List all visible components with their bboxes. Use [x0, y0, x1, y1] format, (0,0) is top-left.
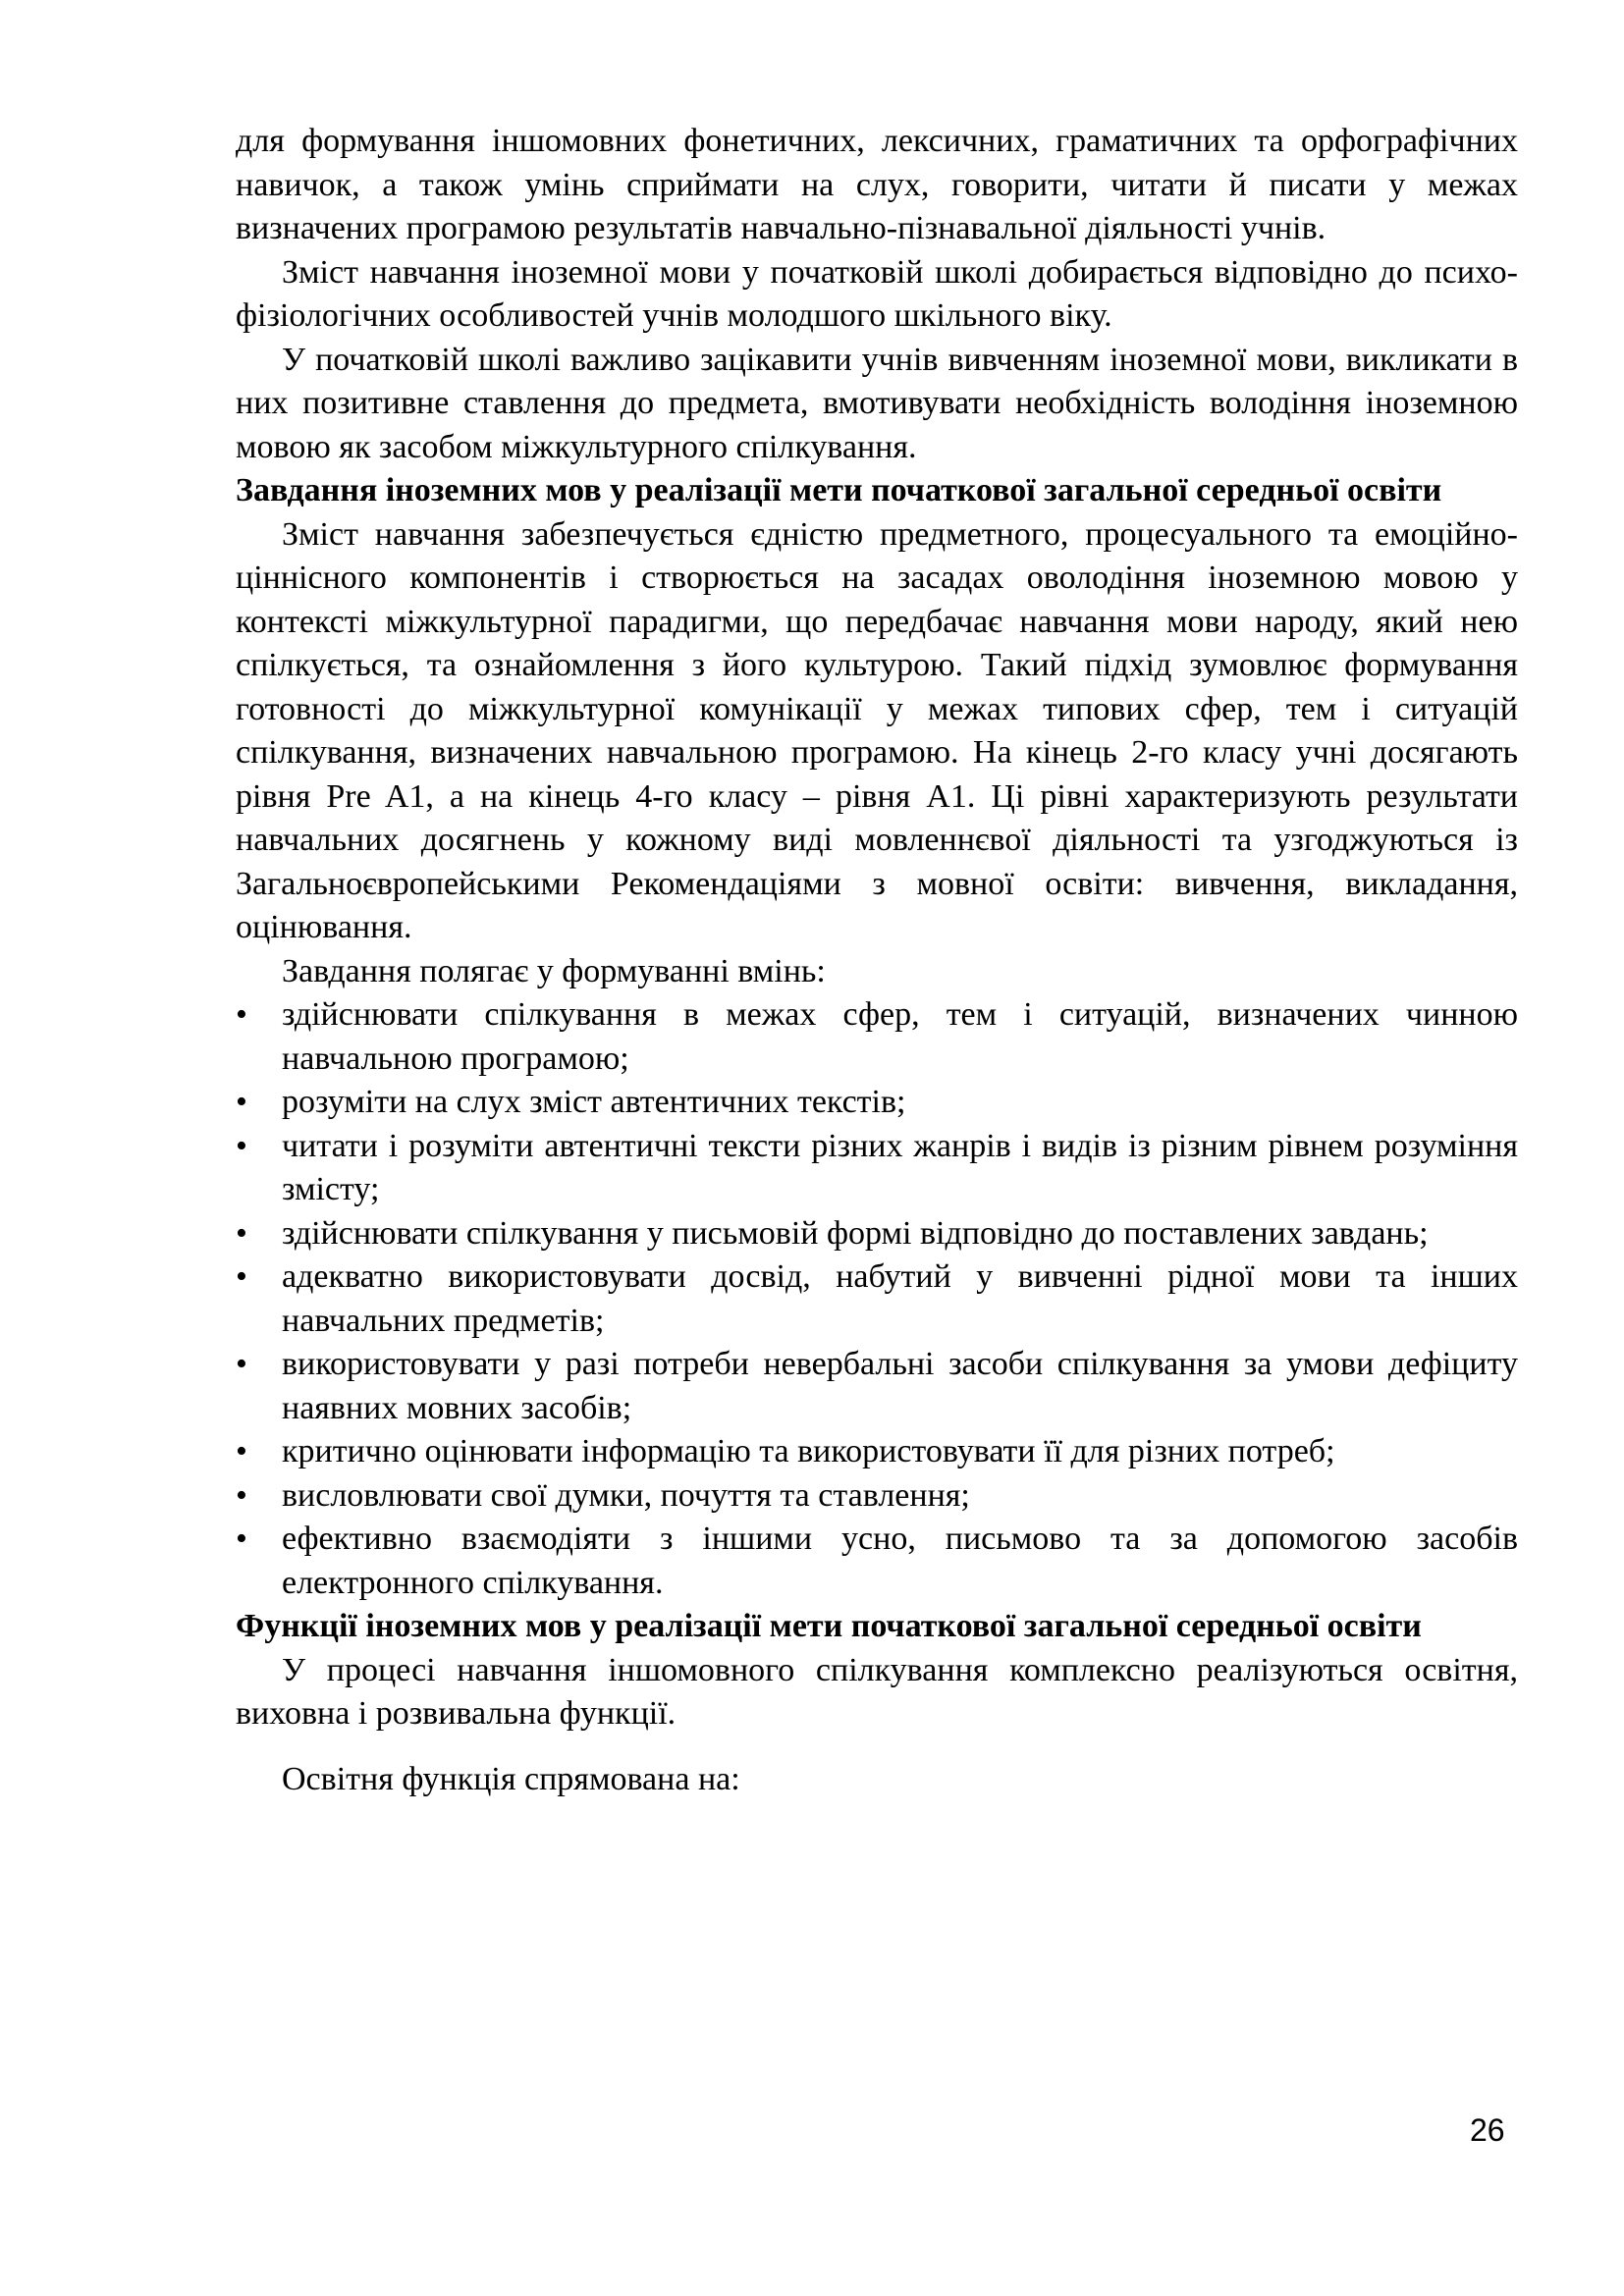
intro-paragraph-motivation: У початковій школі важливо зацікавити учнів вивченням іноземної мови, викликати в них позитивне ставлення до предмета, вмотивувати необхідність володіння іноземною мовою як засобом міжкультурного спілкування.	[236, 341, 1518, 465]
list-item	[236, 1343, 1518, 1430]
list-item	[236, 1474, 1518, 1519]
intro-paragraph-content-selection: Зміст навчання іноземної мови у початковій школі добирається відповідно до психо-фізіологічних особливостей учнів молодшого шкільного віку.	[236, 253, 1518, 334]
list-item	[236, 1212, 1518, 1256]
skills-bullet-list	[236, 993, 1518, 1605]
list-item-text: критично оцінювати інформацію та використовувати її для різних потреб;	[282, 1433, 1335, 1469]
list-item-text: розуміти на слух зміст автентичних текстів;	[282, 1084, 906, 1120]
educational-function-intro: Освітня функція спрямована на:	[282, 1760, 740, 1797]
page-number: 26	[1470, 2112, 1505, 2148]
section-heading-functions: Функції іноземних мов у реалізації мети початкової загальної середньої освіти	[236, 1608, 1422, 1644]
section-tasks-list-intro: Завдання полягає у формуванні вмінь:	[282, 952, 826, 989]
list-item	[236, 1430, 1518, 1474]
bullet-icon: •	[236, 1258, 247, 1295]
document-page	[236, 120, 1518, 1801]
list-item	[236, 1518, 1518, 1605]
list-item-text: висловлювати свої думки, почуття та ставлення;	[282, 1476, 970, 1514]
intro-paragraph-continued: для формування іншомовних фонетичних, лексичних, граматичних та орфографічних навичок, а також умінь сприймати на слух, говорити, читати й писати у межах визначених програмою результатів навчально-пізнавальної діяльності учнів.	[236, 123, 1518, 246]
list-item-text: адекватно використовувати досвід, набутий у вивченні рідної мови та інших навчальних предметів;	[282, 1258, 1518, 1339]
list-item-text: використовувати у разі потреби невербальні засоби спілкування за умови дефіциту наявних мовних засобів;	[282, 1346, 1518, 1426]
bullet-icon: •	[236, 1127, 247, 1164]
list-item-text: читати і розуміти автентичні тексти різних жанрів і видів із різним рівнем розуміння змісту;	[282, 1127, 1518, 1207]
list-item-text: ефективно взаємодіяти з іншими усно, письмово та за допомогою засобів електронного спілкування.	[282, 1521, 1518, 1601]
section-heading-tasks: Завдання іноземних мов у реалізації мети початкової загальної середньої освіти	[236, 472, 1442, 508]
list-item	[236, 1255, 1518, 1343]
bullet-icon: •	[236, 1346, 247, 1382]
list-item	[236, 1081, 1518, 1125]
list-item	[236, 993, 1518, 1081]
bullet-icon: •	[236, 1433, 247, 1469]
section-tasks-paragraph: Зміст навчання забезпечується єдністю предметного, процесуального та емоційно-ціннісного компонентів і створюється на засадах оволодіння іноземною мовою у контексті міжкультурної парадигми, що передбачає навчання мови народу, який нею спілкується, та ознайомлення з його культурою. Такий підхід зумовлює формування готовності до міжкультурної комунікації у межах типових сфер, тем і ситуацій спілкування, визначених навчальною програмою. На кінець 2-го класу учні досягають рівня Pre A1, а на кінець 4-го класу – рівня A1. Ці рівні характеризують результати навчальних досягнень у кожному виді мовленнєвої діяльності та узгоджуються із Загальноєвропейськими Рекомендаціями з мовної освіти: вивчення, викладання, оцінювання.	[236, 515, 1518, 945]
list-item-text: здійснювати спілкування в межах сфер, тем і ситуацій, визначених чинною навчальною програмою;	[282, 996, 1518, 1077]
section-functions-paragraph: У процесі навчання іншомовного спілкування комплексно реалізуються освітня, виховна і розвивальна функції.	[236, 1651, 1518, 1732]
list-item	[236, 1125, 1518, 1212]
bullet-icon: •	[236, 1521, 247, 1557]
paragraph-spacer	[236, 1736, 1518, 1758]
bullet-icon: •	[236, 1476, 247, 1514]
list-item-text: здійснювати спілкування у письмовій формі відповідно до поставлених завдань;	[282, 1214, 1429, 1252]
bullet-icon: •	[236, 1214, 247, 1252]
bullet-icon: •	[236, 996, 247, 1033]
bullet-icon: •	[236, 1084, 247, 1120]
